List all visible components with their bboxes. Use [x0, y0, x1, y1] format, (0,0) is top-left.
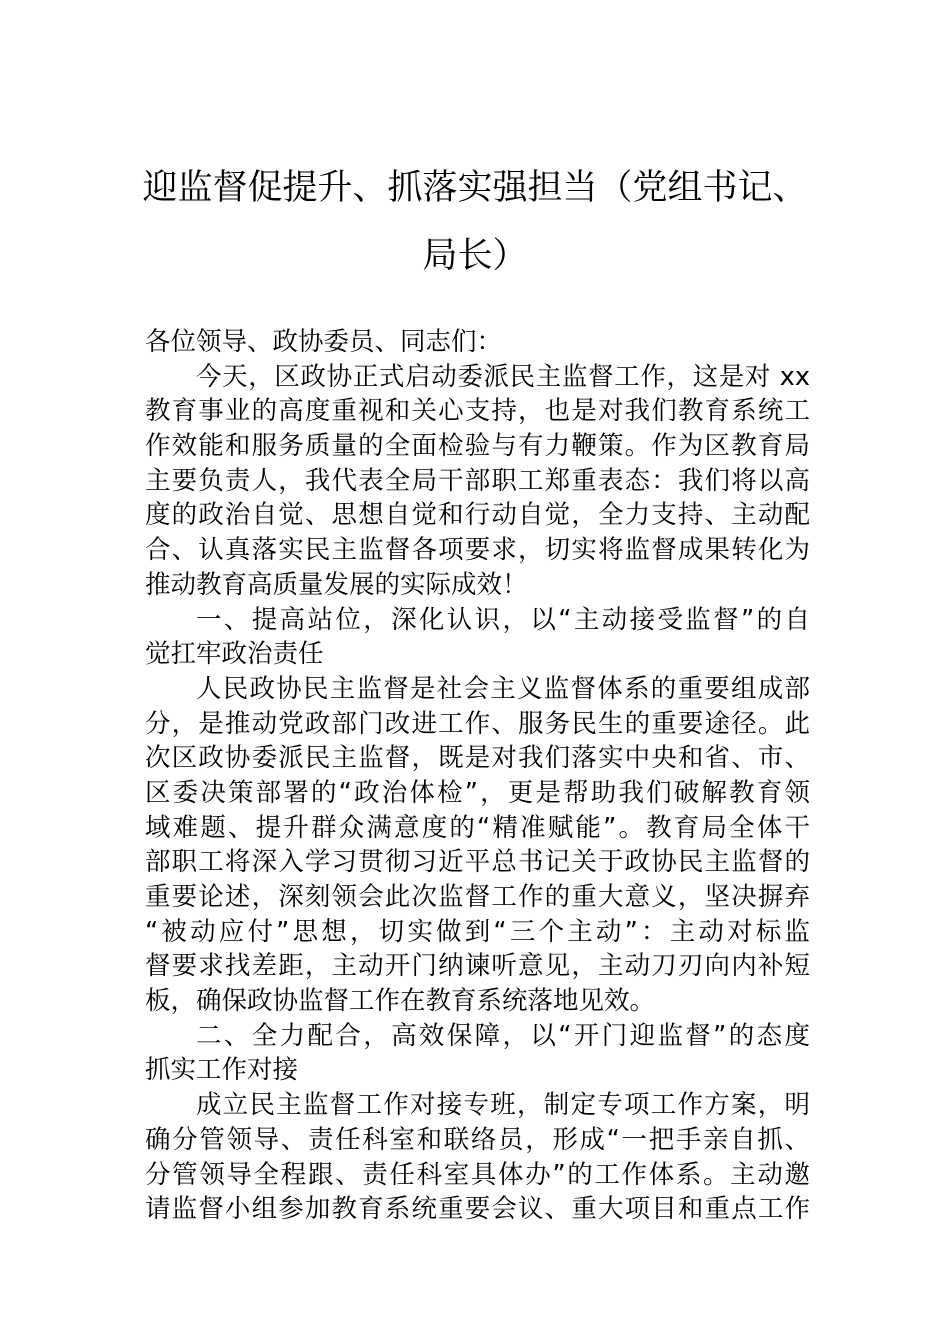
body-line: 成立民主监督工作对接专班，制定专项工作方案，明: [196, 1090, 810, 1121]
body-line: 合、认真落实民主监督各项要求，切实将监督成果转化为: [145, 535, 810, 566]
body-line: 板，确保政协监督工作在教育系统落地见效。: [145, 986, 656, 1017]
section-heading-1: 一、提高站位，深化认识，以“主动接受监督”的自: [196, 604, 810, 635]
body-line: 度的政治自觉、思想自觉和行动自觉，全力支持、主动配: [145, 500, 810, 531]
body-line: 推动教育高质量发展的实际成效！: [145, 569, 528, 600]
body-line: 人民政协民主监督是社会主义监督体系的重要组成部: [196, 673, 810, 704]
body-line: 域难题、提升群众满意度的“精准赋能”。教育局全体干: [145, 812, 810, 843]
salutation: 各位领导、政协委员、同志们：: [145, 327, 503, 357]
body-line: 督要求找差距，主动开门纳谏听意见，主动刀刃向内补短: [145, 951, 810, 982]
body-line: 确分管领导、责任科室和联络员，形成“一把手亲自抓、: [145, 1124, 810, 1155]
body-line: 主要负责人，我代表全局干部职工郑重表态：我们将以高: [145, 465, 810, 496]
body-line: 次区政协委派民主监督，既是对我们落实中央和省、市、: [145, 743, 810, 774]
body-line: 区委决策部署的“政治体检”，更是帮助我们破解教育领: [145, 777, 810, 808]
body-line: “被动应付”思想，切实做到“三个主动”：主动对标监: [145, 916, 810, 947]
body-line: 分，是推动党政部门改进工作、服务民生的重要途径。此: [145, 708, 810, 739]
body-line: 教育事业的高度重视和关心支持，也是对我们教育系统工: [145, 396, 810, 427]
document-body: [145, 325, 810, 1227]
section-heading-1-cont: 觉扛牢政治责任: [145, 639, 324, 670]
section-heading-2: 二、全力配合，高效保障，以“开门迎监督”的态度: [196, 1020, 810, 1051]
body-line: 今天，区政协正式启动委派民主监督工作，这是对 xx: [196, 361, 810, 392]
body-line: 作效能和服务质量的全面检验与有力鞭策。作为区教育局: [145, 431, 810, 462]
document-title-line-2: 局长）: [422, 236, 528, 276]
body-line: 部职工将深入学习贯彻习近平总书记关于政协民主监督的: [145, 847, 810, 878]
document-title-line-1: 迎监督促提升、抓落实强担当（党组书记、: [142, 168, 808, 208]
body-line: 请监督小组参加教育系统重要会议、重大项目和重点工作: [145, 1194, 810, 1225]
body-line: 重要论述，深刻领会此次监督工作的重大意义，坚决摒弃: [145, 882, 810, 912]
section-heading-2-cont: 抓实工作对接: [145, 1055, 299, 1086]
body-line: 分管领导全程跟、责任科室具体办”的工作体系。主动邀: [145, 1159, 810, 1190]
